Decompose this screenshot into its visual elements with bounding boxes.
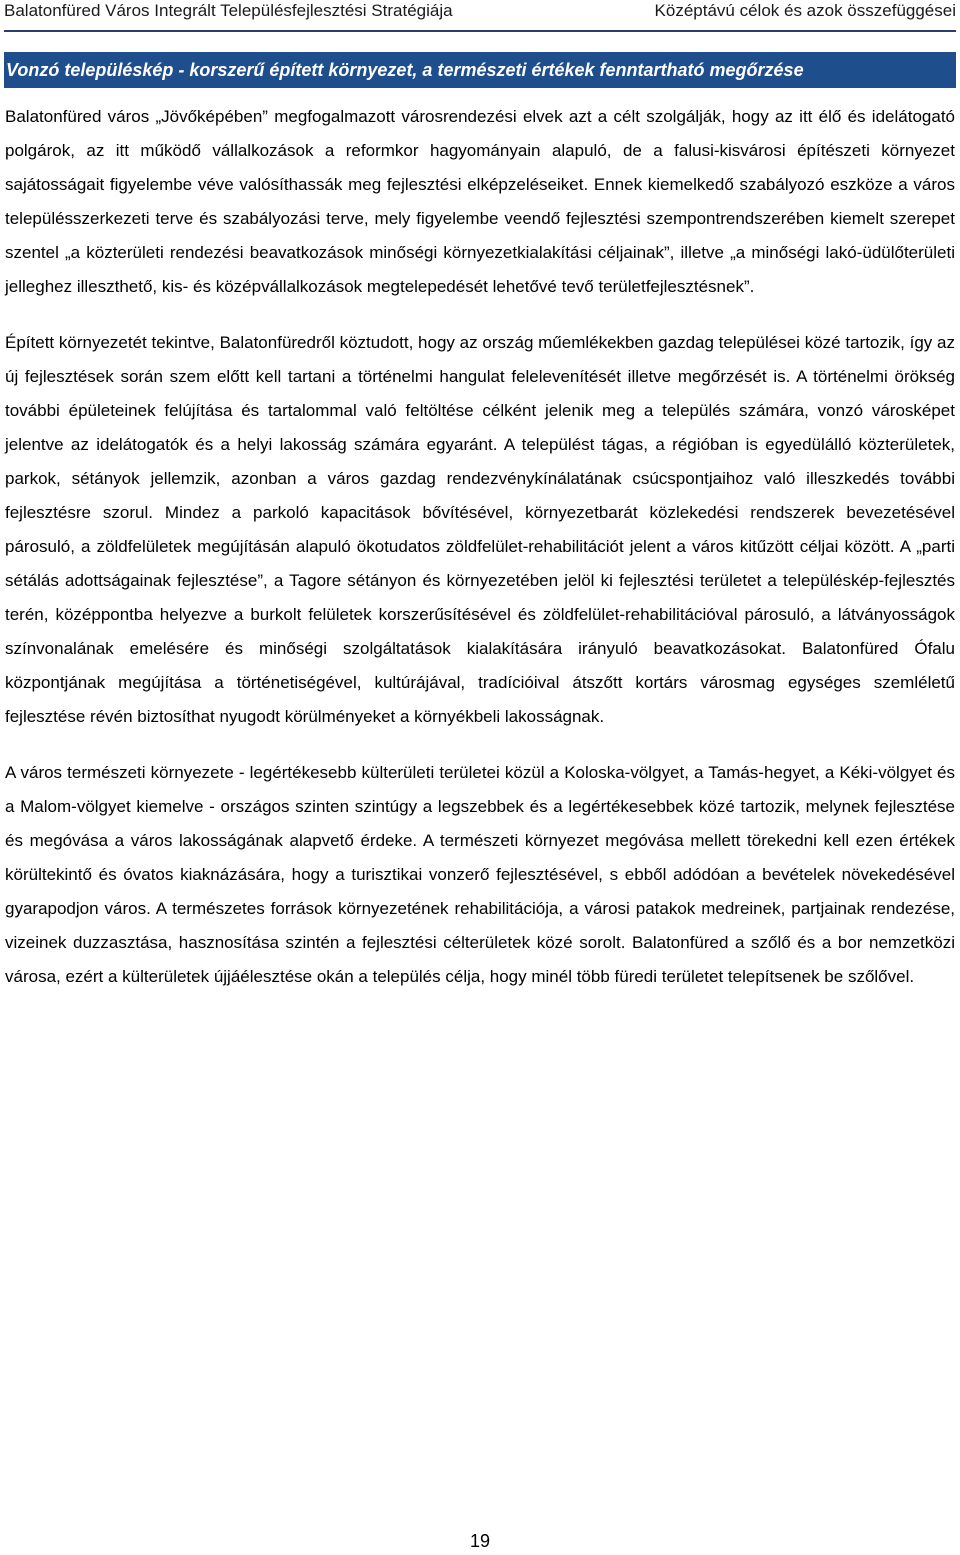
paragraph: A város természeti környezete - legértékesebb külterületi területei közül a Koloska-völgyet, a Tamás-hegyet, a Kéki-völgyet és a Malom-völgyet kiemelve - országos szinten szintúgy a legszebbek és a legértékesebbek közé tartozik, melynek fejlesztése és megóvása a város lakosságának alapvető érdeke. A természeti környezet megóvása mellett törekedni kell ezen értékek körültekintő és óvatos kiaknázására, hogy a turisztikai vonzerő fejlesztésével, s ebből adódóan a bevételek növekedésével gyarapodjon város. A természetes források környezetének rehabilitációja, a városi patakok medreinek, partjainak rendezése, vizeinek duzzasztása, hasznosítása szintén a fejlesztési célterületek közé sorolt. Balatonfüred a szőlő és a bor nemzetközi városa, ezért a külterületek újjáélesztése okán a település célja, hogy minél több füredi területet telepítsenek be szőlővel. [5, 763, 955, 986]
page-number: 19 [469, 1531, 491, 1551]
document-title: Balatonfüred Város Integrált Településfejlesztési Stratégiája [4, 1, 453, 20]
chapter-title: Középtávú célok és azok összefüggései [654, 1, 956, 20]
body-text [5, 100, 955, 1016]
section-heading: Vonzó településkép - korszerű épített környezet, a természeti értékek fenntartható megőrzése [4, 52, 956, 88]
page-header [4, 0, 956, 32]
paragraph: Balatonfüred város „Jövőképében” megfogalmazott városrendezési elvek azt a célt szolgálják, hogy az itt élő és idelátogató polgárok, az itt működő vállalkozások a reformkor hagyományain alapuló, de a falusi-kisvárosi építészeti környezet sajátosságait figyelembe véve valósíthassák meg fejlesztési elképzeléseiket. Ennek kiemelkedő szabályozó eszköze a város településszerkezeti terve és szabályozási terve, mely figyelembe veendő fejlesztési szempontrendszerében kiemelt szerepet szentel „a közterületi rendezési beavatkozások minőségi környezetkialakítási céljainak”, illetve „a minőségi lakó-üdülőterületi jelleghez illeszthető, kis- és középvállalkozások megtelepedését lehetővé tevő területfejlesztésnek”. [5, 107, 955, 296]
paragraph: Épített környezetét tekintve, Balatonfüredről köztudott, hogy az ország műemlékekben gazdag települései közé tartozik, így az új fejlesztések során szem előtt kell tartani a történelmi hangulat felelevenítését illetve megőrzését is. A történelmi örökség további épületeinek felújítása és tartalommal való feltöltése célként jelenik meg a település számára, vonzó városképet jelentve az idelátogatók és a helyi lakosság számára egyaránt. A települést tágas, a régióban is egyedülálló közterületek, parkok, sétányok jellemzik, azonban a város gazdag rendezvénykínálatának csúcspontjaihoz való illeszkedés további fejlesztésre szorul. Mindez a parkoló kapacitások bővítésével, környezetbarát közlekedési rendszerek bevezetésével párosuló, a zöldfelületek megújításán alapuló ökotudatos zöldfelület-rehabilitációt jelent a város kitűzött céljai között. A „parti sétálás adottságainak fejlesztése”, a Tagore sétányon és környezetében jelöl ki fejlesztési területet a településkép-fejlesztés terén, középpontba helyezve a burkolt felületek korszerűsítésével és zöldfelület-rehabilitációval párosuló, a látványosságok színvonalának emelésére és minőségi szolgáltatások kialakítására irányuló beavatkozásokat. Balatonfüred Ófalu központjának megújítása a történetiségével, kultúrájával, tradícióival átszőtt kortárs városmag egységes szemléletű fejlesztése révén biztosíthat nyugodt körülményeket a környékbeli lakosságnak. [5, 333, 955, 726]
